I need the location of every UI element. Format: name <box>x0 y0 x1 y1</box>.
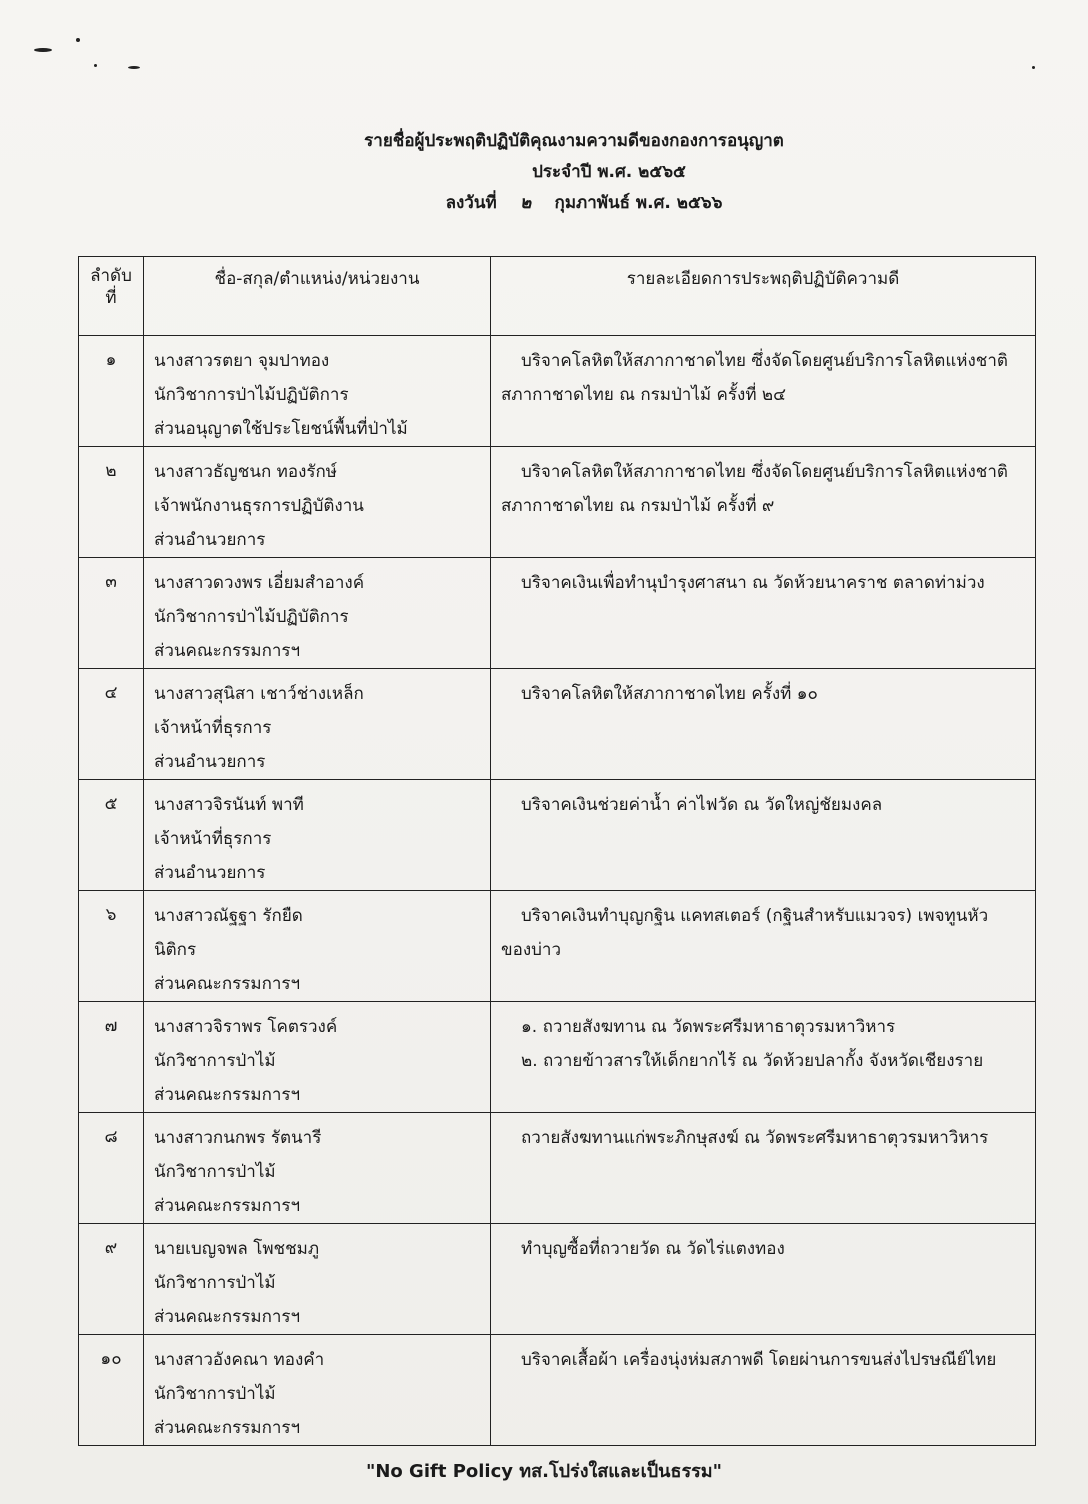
date-suffix: กุมภาพันธ์ พ.ศ. ๒๕๖๖ <box>554 193 723 213</box>
row-person-cell <box>144 1224 491 1335</box>
person-name: นางสาวกนกพร รัตนารี <box>154 1128 322 1148</box>
detail-line: ทำบุญซื้อที่ถวายวัด ณ วัดไร่แตงทอง <box>521 1239 785 1259</box>
person-position: นักวิชาการป่าไม้ <box>154 1273 276 1293</box>
person-unit: ส่วนคณะกรรมการฯ <box>154 974 301 994</box>
detail-line: ของบ่าว <box>501 940 562 960</box>
row-detail-cell <box>491 1335 1036 1446</box>
header-detail: รายละเอียดการประพฤติปฏิบัติความดี <box>491 257 1036 336</box>
header-name: ชื่อ-สกุล/ตำแหน่ง/หน่วยงาน <box>144 257 491 336</box>
table-header-row <box>79 257 1036 336</box>
row-number: ๑ <box>79 336 144 447</box>
person-unit: ส่วนอำนวยการ <box>154 863 266 883</box>
table-row <box>79 891 1036 1002</box>
document-date <box>80 188 1088 219</box>
row-number: ๘ <box>79 1113 144 1224</box>
person-position: เจ้าหน้าที่ธุรการ <box>154 718 272 738</box>
person-position: นักวิชาการป่าไม้ปฏิบัติการ <box>154 385 349 405</box>
person-name: นางสาวจิรนันท์ พาที <box>154 795 304 815</box>
date-prefix: ลงวันที่ <box>445 193 497 213</box>
document-title: รายชื่อผู้ประพฤติปฏิบัติคุณงามความดีของกองการอนุญาต <box>364 131 784 151</box>
person-position: นักวิชาการป่าไม้ <box>154 1384 276 1404</box>
person-name: นางสาวรตยา จุมปาทอง <box>154 351 330 371</box>
row-person-cell <box>144 891 491 1002</box>
row-detail-cell <box>491 669 1036 780</box>
footer-slogan: "No Gift Policy ทส.โปร่งใสและเป็นธรรม" <box>365 1461 723 1482</box>
detail-line: บริจาคเงินเพื่อทำนุบำรุงศาสนา ณ วัดห้วยนาคราช ตลาดท่าม่วง <box>521 573 985 593</box>
detail-line: สภากาชาดไทย ณ กรมป่าไม้ ครั้งที่ ๙ <box>501 496 775 516</box>
person-name: นายเบญจพล โพชชมภู <box>154 1239 320 1259</box>
detail-line: บริจาคโลหิตให้สภากาชาดไทย ซึ่งจัดโดยศูนย์บริการโลหิตแห่งชาติ <box>521 351 1008 371</box>
row-detail-cell <box>491 558 1036 669</box>
person-name: นางสาวธัญชนก ทองรักษ์ <box>154 462 337 482</box>
row-person-cell <box>144 447 491 558</box>
scan-speck <box>34 48 52 52</box>
header-no: ลำดับที่ <box>79 257 144 336</box>
person-unit: ส่วนคณะกรรมการฯ <box>154 1085 301 1105</box>
person-unit: ส่วนคณะกรรมการฯ <box>154 1196 301 1216</box>
row-number: ๕ <box>79 780 144 891</box>
person-position: นักวิชาการป่าไม้ <box>154 1162 276 1182</box>
person-unit: ส่วนคณะกรรมการฯ <box>154 1418 301 1438</box>
person-position: นิติกร <box>154 940 197 960</box>
detail-line: ๒. ถวายข้าวสารให้เด็กยากไร้ ณ วัดห้วยปลากั้ง จังหวัดเชียงราย <box>521 1051 984 1071</box>
row-person-cell <box>144 1113 491 1224</box>
row-detail-cell <box>491 1002 1036 1113</box>
person-name: นางสาวสุนิสา เชาว์ช่างเหล็ก <box>154 684 364 704</box>
table-row <box>79 1224 1036 1335</box>
scan-speck <box>94 64 97 67</box>
row-number: ๑๐ <box>79 1335 144 1446</box>
row-detail-cell <box>491 336 1036 447</box>
detail-line: บริจาคโลหิตให้สภากาชาดไทย ซึ่งจัดโดยศูนย์บริการโลหิตแห่งชาติ <box>521 462 1008 482</box>
table-body <box>79 336 1036 1446</box>
table-row <box>79 1335 1036 1446</box>
row-detail-cell <box>491 1113 1036 1224</box>
person-position: นักวิชาการป่าไม้ปฏิบัติการ <box>154 607 349 627</box>
row-person-cell <box>144 669 491 780</box>
table-row <box>79 780 1036 891</box>
row-number: ๔ <box>79 669 144 780</box>
person-unit: ส่วนอำนวยการ <box>154 530 266 550</box>
table-row <box>79 447 1036 558</box>
row-detail-cell <box>491 1224 1036 1335</box>
row-number: ๓ <box>79 558 144 669</box>
person-unit: ส่วนคณะกรรมการฯ <box>154 641 301 661</box>
row-number: ๙ <box>79 1224 144 1335</box>
date-day-handwritten: ๒ <box>520 193 532 213</box>
row-person-cell <box>144 336 491 447</box>
scan-speck <box>76 38 80 42</box>
document-header <box>0 126 1088 219</box>
person-unit: ส่วนอำนวยการ <box>154 752 266 772</box>
row-number: ๖ <box>79 891 144 1002</box>
table-row <box>79 1113 1036 1224</box>
scan-speck <box>1032 66 1035 69</box>
row-person-cell <box>144 1335 491 1446</box>
document-year: ประจำปี พ.ศ. ๒๕๖๕ <box>532 162 686 182</box>
row-detail-cell <box>491 780 1036 891</box>
detail-line: สภากาชาดไทย ณ กรมป่าไม้ ครั้งที่ ๒๔ <box>501 385 786 405</box>
detail-line: บริจาคเงินทำบุญกฐิน แคทสเตอร์ (กฐินสำหรับแมวจร) เพจทูนหัว <box>521 906 989 926</box>
person-position: เจ้าพนักงานธุรการปฏิบัติงาน <box>154 496 364 516</box>
table-row <box>79 669 1036 780</box>
row-detail-cell <box>491 447 1036 558</box>
row-number: ๗ <box>79 1002 144 1113</box>
scan-speck <box>128 66 140 69</box>
person-position: นักวิชาการป่าไม้ <box>154 1051 276 1071</box>
detail-line: บริจาคเงินช่วยค่าน้ำ ค่าไฟวัด ณ วัดใหญ่ชัยมงคล <box>521 795 883 815</box>
row-person-cell <box>144 780 491 891</box>
table-row <box>79 1002 1036 1113</box>
person-name: นางสาวจิราพร โคตรวงค์ <box>154 1017 338 1037</box>
person-name: นางสาวดวงพร เอี่ยมสำอางค์ <box>154 573 365 593</box>
table-row <box>79 558 1036 669</box>
person-name: นางสาวณัฐฐา รักยืด <box>154 906 303 926</box>
person-unit: ส่วนอนุญาตใช้ประโยชน์พื้นที่ป่าไม้ <box>154 419 408 439</box>
records-table <box>78 256 1036 1446</box>
row-person-cell <box>144 1002 491 1113</box>
detail-line: บริจาคเสื้อผ้า เครื่องนุ่งห่มสภาพดี โดยผ่านการขนส่งไปรษณีย์ไทย <box>521 1350 997 1370</box>
person-position: เจ้าหน้าที่ธุรการ <box>154 829 272 849</box>
person-name: นางสาวอังคณา ทองคำ <box>154 1350 325 1370</box>
detail-line: ๑. ถวายสังฆทาน ณ วัดพระศรีมหาธาตุวรมหาวิหาร <box>521 1017 896 1037</box>
detail-line: ถวายสังฆทานแก่พระภิกษุสงฆ์ ณ วัดพระศรีมหาธาตุวรมหาวิหาร <box>521 1128 989 1148</box>
row-person-cell <box>144 558 491 669</box>
row-number: ๒ <box>79 447 144 558</box>
table-row <box>79 336 1036 447</box>
detail-line: บริจาคโลหิตให้สภากาชาดไทย ครั้งที่ ๑๐ <box>521 684 818 704</box>
row-detail-cell <box>491 891 1036 1002</box>
person-unit: ส่วนคณะกรรมการฯ <box>154 1307 301 1327</box>
